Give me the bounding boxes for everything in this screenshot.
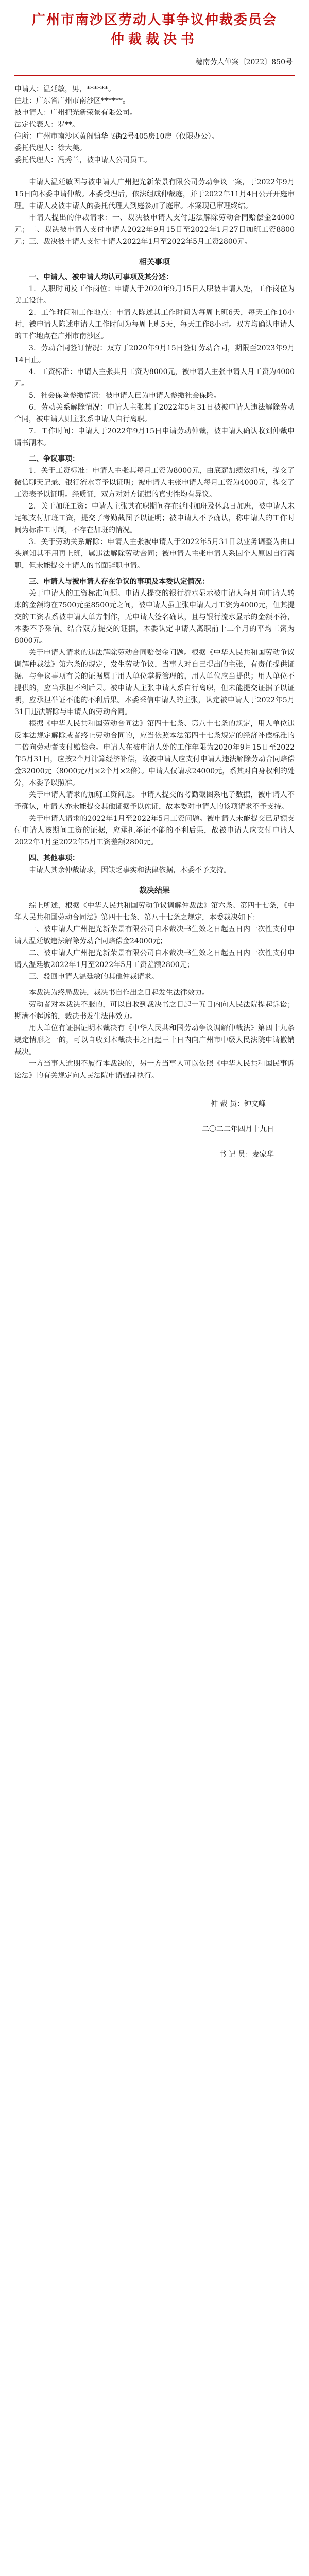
facts-paragraph: 2．关于加班工资：申请人主张其在职期间存在延时加班及休息日加班，被申请人未足额支付加班工资，提交了考勤截图予以证明；被申请人不予确认，称申请人的工作时间为标准工时制，不存在加班的情况。	[14, 502, 295, 534]
ruling-item: 二、被申请人广州把光新荣景有限公司自本裁决书生效之日起五日内一次性支付申请人温廷敏2022年1月至2022年5月工资差额2800元；	[14, 949, 295, 969]
facts-subheading: 一、申请人、被申请人均认可事项及其分述：	[29, 273, 173, 281]
party-line: 住址：广东省广州市南沙区******。	[14, 97, 130, 105]
document-title: 仲裁裁决书	[110, 32, 198, 47]
closing-paragraph: 劳动者对本裁决不服的，可以自收到裁决书之日起十五日内向人民法院提起诉讼；期满不起诉的，裁决书发生法律效力。	[14, 1001, 295, 1021]
intro-section	[14, 177, 295, 248]
header-divider	[14, 75, 295, 76]
closing-paragraph: 本裁决为终局裁决，裁决书自作出之日起发生法律效力。	[29, 989, 209, 997]
case-number: 穗南劳人仲案〔2022〕850号	[195, 58, 293, 66]
ruling-item: 一、被申请人广州把光新荣景有限公司自本裁决书生效之日起五日内一次性支付申请人温廷敏违法解除劳动合同赔偿金24000元；	[14, 925, 295, 945]
intro-paragraph: 申请人温廷敏因与被申请人广州把光新荣景有限公司劳动争议一案，于2022年9月15日向本委申请仲裁。本委受理后，依法组成仲裁庭，并于2022年11月4日公开开庭审理。申请人及被申请人的委托代理人到庭参加了庭审。本案现已审理终结。	[14, 178, 295, 210]
party-line: 法定代表人：罗**。	[14, 121, 79, 129]
closing-paragraph: 一方当事人逾期不履行本裁决的，另一方当事人可以依照《中华人民共和国民事诉讼法》的有关规定向人民法院申请强制执行。	[14, 1060, 295, 1080]
intro-paragraph: 申请人提出的仲裁请求：一、裁决被申请人支付违法解除劳动合同赔偿金24000元；二、裁决被申请人支付申请人2022年9月15日至2022年1月27日加班工资8800元；三、裁决被申请人支付申请人2022年1月至2022年5月工资2800元。	[14, 214, 295, 246]
ruling-heading: 裁决结果	[139, 886, 170, 895]
facts-paragraph: 关于申请人请求的违法解除劳动合同赔偿金问题。根据《中华人民共和国劳动争议调解仲裁法》第六条的规定，发生劳动争议，当事人对自己提出的主张，有责任提供证据。与争议事项有关的证据属于用人单位掌握管理的，用人单位应当提供；用人单位不提供的，应当承担不利后果。被申请人主张申请人系自行离职，但未能提交证据予以证明，应承担举证不能的不利后果。本委采信申请人的主张，认定被申请人于2022年5月31日违法解除与申请人的劳动合同。	[14, 649, 295, 716]
party-line: 住所：广州市南沙区黄阁镇华飞街2号405房10房（仅限办公）。	[14, 132, 219, 141]
facts-heading: 相关事项	[139, 257, 170, 266]
ruling-section	[14, 900, 295, 983]
facts-paragraph: 1．入职时间及工作岗位：申请人于2020年9月15日入职被申请人处，工作岗位为美工设计。	[14, 285, 295, 305]
parties-section	[14, 83, 295, 166]
party-line: 委托代理人：徐大美。	[14, 144, 87, 152]
facts-paragraph: 根据《中华人民共和国劳动合同法》第四十七条、第八十七条的规定，用人单位违反本法规定解除或者终止劳动合同的，应当依照本法第四十七条规定的经济补偿标准的二倍向劳动者支付赔偿金。申请人在被申请人处的工作年限为2020年9月15日至2022年5月31日，应按2个月计算经济补偿，故被申请人应支付申请人违法解除劳动合同赔偿金32000元（8000元/月×2个月×2倍）。申请人仅请求24000元，系其对自身权利的处分，本委予以照准。	[14, 720, 295, 787]
ruling-intro: 综上所述，根据《中华人民共和国劳动争议调解仲裁法》第六条、第四十七条，《中华人民共和国劳动合同法》第四十七条、第八十七条之规定，本委裁决如下：	[14, 902, 295, 922]
facts-subheading: 四、其他事项：	[29, 854, 79, 862]
facts-paragraph: 3．劳动合同签订情况：双方于2020年9月15日签订劳动合同，期限至2023年9月14日止。	[14, 344, 295, 364]
facts-paragraph: 申请人其余仲裁请求，因缺乏事实和法律依据，本委不予支持。	[29, 866, 231, 874]
decision-date: 二〇二二年四月十九日	[202, 1125, 274, 1133]
ruling-item: 三、驳回申请人温廷敏的其他仲裁请求。	[29, 973, 159, 981]
facts-paragraph: 关于申请人的工资标准问题。申请人提交的银行流水显示被申请人每月向申请人转账的金额均在7500元至8500元之间，被申请人虽主张申请人月工资为4000元，但其提交的工资表系被申请人单方制作，无申请人签名确认，且与银行流水显示的金额不符，本委不予采信。结合双方提交的证据，本委认定申请人离职前十二个月的平均工资为8000元。	[14, 589, 295, 645]
facts-paragraph: 关于申请人请求的加班工资问题。申请人提交的考勤截图系电子数据，被申请人不予确认，申请人亦未能提交其他证据予以佐证，故本委对申请人的该项请求不予支持。	[14, 791, 295, 811]
facts-section-2	[14, 453, 295, 572]
facts-subheading: 三、申请人与被申请人存在争议的事项及本委认定情况：	[29, 578, 209, 586]
clerk-signature: 书 记 员：麦家华	[219, 1150, 274, 1159]
party-line: 被申请人：广州把光新荣景有限公司。	[14, 109, 137, 117]
facts-paragraph: 7．工作时间：申请人于2022年9月15日申请劳动仲裁，被申请人确认收到仲裁申请书副本。	[14, 427, 295, 447]
facts-section-3	[14, 576, 295, 849]
arbitrator-signature: 仲 裁 员：钟文峰	[211, 1100, 266, 1108]
facts-paragraph: 1．关于工资标准：申请人主张其每月工资为8000元，由底薪加绩效组成，提交了微信聊天记录、银行流水等予以证明；被申请人主张申请人每月工资为4000元，提交了工资表予以证明。经质证，双方对对方证据的真实性均有异议。	[14, 467, 295, 499]
party-line: 委托代理人：冯秀兰，被申请人公司员工。	[14, 156, 151, 164]
party-line: 申请人：温廷敏，男，******。	[14, 85, 115, 93]
facts-section-4	[14, 853, 295, 876]
facts-paragraph: 6．劳动关系解除情况：申请人主张其于2022年5月31日被被申请人违法解除劳动合同，被申请人则主张系申请人自行离职。	[14, 403, 295, 423]
facts-subheading: 二、争议事项：	[29, 455, 79, 463]
facts-paragraph: 4．工资标准：申请人主张其月工资为8000元，被申请人主张申请人月工资为4000元。	[14, 368, 295, 388]
facts-section-1	[14, 272, 295, 449]
facts-paragraph: 3．关于劳动关系解除：申请人主张被申请人于2022年5月31日以业务调整为由口头通知其不用再上班，属违法解除劳动合同；被申请人主张申请人系因个人原因自行离职，但未能提交申请人的书面辞职申请。	[14, 538, 295, 570]
facts-paragraph: 5．社会保险参缴情况：被申请人已为申请人参缴社会保险。	[29, 392, 221, 400]
facts-paragraph: 2．工作时间和工作地点：申请人陈述其工作时间为每周上班6天，每天工作10小时，被申请人陈述申请人工作时间为每周上班5天，每天工作8小时。双方均确认申请人的工作地点在广州市南沙区。	[14, 309, 295, 341]
closing-paragraph: 用人单位有证据证明本裁决有《中华人民共和国劳动争议调解仲裁法》第四十九条规定情形之一的，可以自收到本裁决书之日起三十日内向广州市中级人民法院申请撤销裁决。	[14, 1024, 295, 1056]
facts-paragraph: 关于申请人请求的2022年1月至2022年5月工资问题。被申请人未能提交已足额支付申请人该期间工资的证据，应承担举证不能的不利后果，故被申请人应支付申请人2022年1月至2022年5月工资差额2800元。	[14, 815, 295, 846]
closing-section	[14, 987, 295, 1082]
commission-title: 广州市南沙区劳动人事争议仲裁委员会	[31, 12, 277, 28]
